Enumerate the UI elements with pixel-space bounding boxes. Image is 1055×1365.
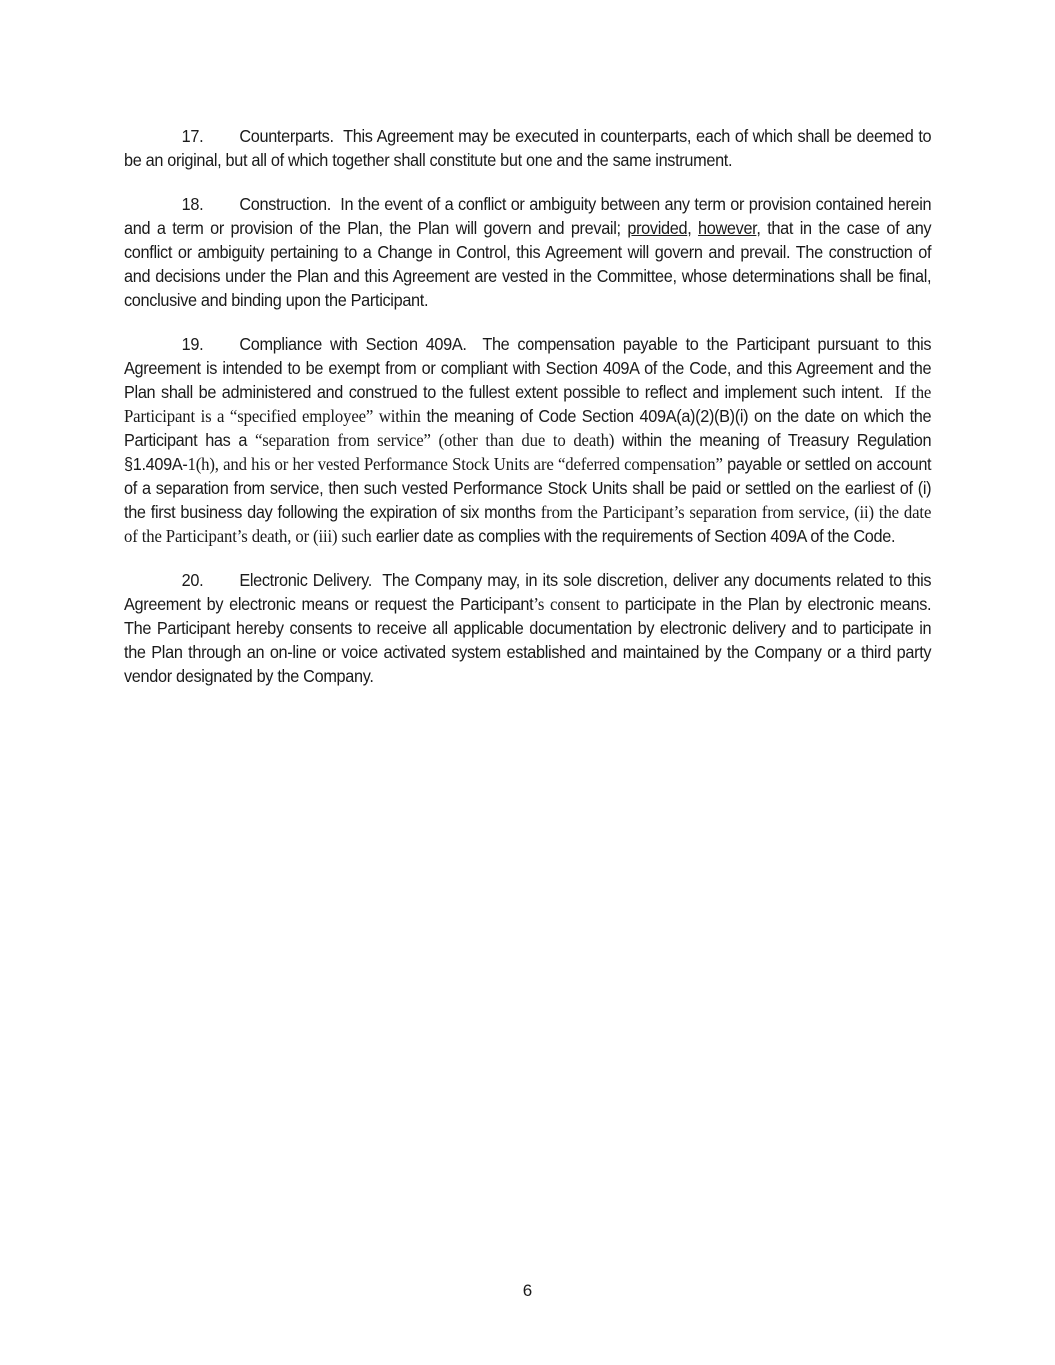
section-body-serif: from the Participant’s separation from service, (ii) the date of the Participant’s death, or (iii) such — [124, 502, 932, 546]
section-number: 20. — [181, 570, 204, 590]
section-body-serif: “separation from service” (other than due to death) — [254, 430, 615, 450]
section-heading: Counterparts. — [239, 126, 334, 146]
underlined-term-provided: provided — [627, 218, 688, 238]
section-18-construction — [124, 192, 931, 312]
section-heading: Compliance with Section 409A. — [239, 334, 467, 354]
section-17-counterparts — [124, 124, 931, 172]
section-body-serif: ’s consent to — [533, 594, 619, 614]
section-body: This Agreement may be executed in counterparts, each of which shall be deemed to be an original, but all of which together shall constitute but one and the same instrument. — [124, 126, 932, 170]
section-body: earlier date as complies with the requirements of Section 409A of the Code. — [375, 526, 896, 546]
section-heading: Construction. — [239, 194, 331, 214]
section-body-serif: If the Participant is a “specified employee” within — [124, 382, 932, 426]
section-20-electronic-delivery — [124, 568, 931, 688]
section-19-compliance-409a — [124, 332, 931, 548]
section-number: 19. — [181, 334, 204, 354]
document-page — [124, 124, 931, 708]
section-body: The compensation payable to the Participant pursuant to this Agreement is intended to be exempt from or compliant with Section 409A of the Code, and this Agreement and the Plan shall be administered and construed to the fullest extent possible to reflect and implement such intent. — [124, 334, 932, 402]
section-body: In the event of a conflict or ambiguity between any term or provision contained herein and a term or provision of the Plan, the Plan will govern and prevail; — [124, 194, 932, 238]
section-body: payable or settled on account of a separation from service, then such vested Performance Stock Units shall be paid or settled on the earliest of (i) the first business day following the expiration of six months — [124, 454, 932, 522]
section-number: 18. — [181, 194, 204, 214]
section-body: the meaning of Code Section 409A(a)(2)(B)(i) on the date on which the Participant has a — [124, 406, 932, 450]
section-number: 17. — [181, 126, 204, 146]
section-body: within the meaning of Treasury Regulation §1.409A- — [124, 430, 932, 474]
underlined-term-however: however — [698, 218, 757, 238]
section-body-continued: , that in the case of any conflict or ambiguity pertaining to a Change in Control, this Agreement will govern and prevail. The construction of and decisions under the Plan and this Agreement are vested in the Committee, whose determinations shall be final, conclusive and binding upon the Participant. — [124, 218, 932, 310]
section-heading: Electronic Delivery. — [239, 570, 372, 590]
section-body-serif: 1(h), and his or her vested Performance Stock Units are “deferred compensation” — [187, 454, 723, 474]
page-number: 6 — [522, 1281, 533, 1300]
separator: , — [687, 218, 692, 238]
section-body: participate in the Plan by electronic means. The Participant hereby consents to receive all applicable documentation by electronic delivery and to participate in the Plan through an on-line or voice activated system established and maintained by the Company or a third party vendor designated by the Company. — [124, 594, 932, 686]
section-body: The Company may, in its sole discretion, deliver any documents related to this Agreement by electronic means or request the Participant — [124, 570, 932, 614]
